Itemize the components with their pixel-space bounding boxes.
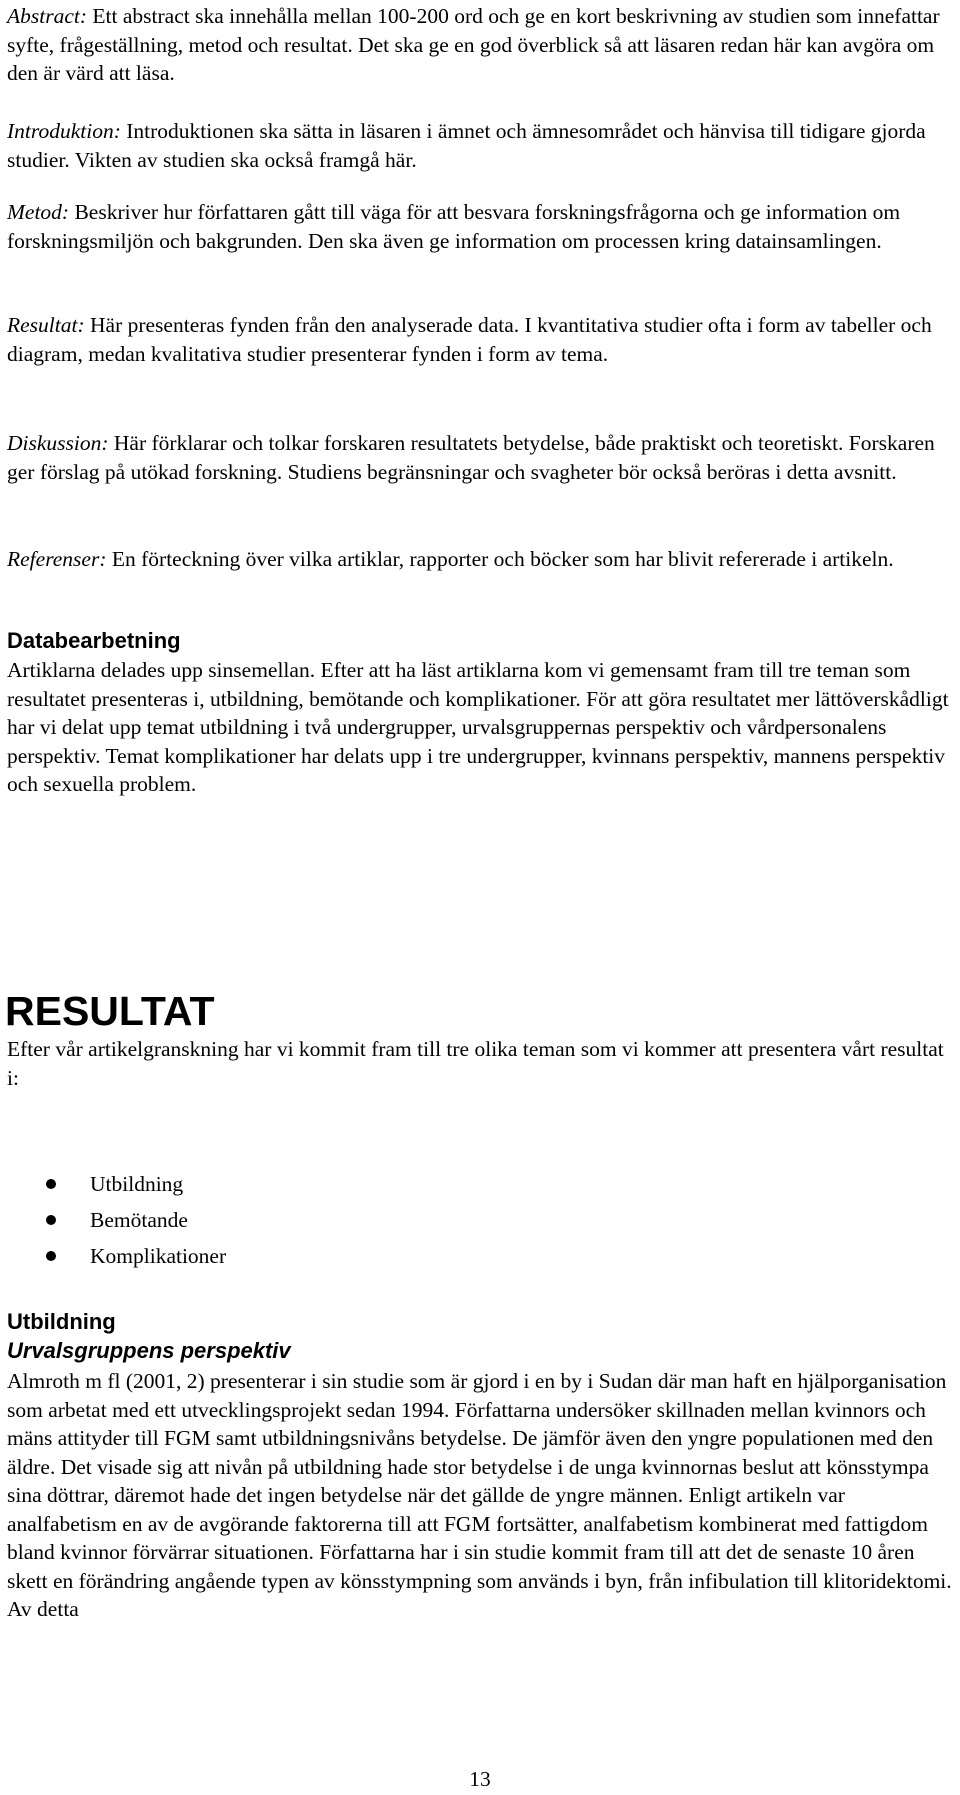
- introduktion-text: Introduktionen ska sätta in läsaren i ämnet och ämnesområdet och hänvisa till tidigare gjorda studier. Vikten av studien ska också framgå här.: [7, 119, 926, 172]
- referenser-label: Referenser:: [7, 547, 107, 571]
- resultat-text: Här presenteras fynden från den analyserade data. I kvantitativa studier ofta i form av tabeller och diagram, medan kvalitativa studier presenterar fynden i form av tema.: [7, 313, 932, 366]
- abstract-text: Ett abstract ska innehålla mellan 100-200 ord och ge en kort beskrivning av studien som innefattar syfte, frågeställning, metod och resultat. Det ska ge en god överblick så att läsaren redan här kan avgöra om den är värd att läsa.: [7, 4, 940, 85]
- abstract-paragraph: [7, 2, 952, 88]
- databearbetning-text: Artiklarna delades upp sinsemellan. Efter att ha läst artiklarna kom vi gemensamt fram till tre teman som resultatet presenteras i, utbildning, bemötande och komplikationer. För att göra resultatet mer lättöverskådligt har vi delat upp temat utbildning i två undergrupper, urvalsgruppernas perspektiv och vårdpersonalens perspektiv. Temat komplikationer har delats upp i tre undergrupper, kvinnans perspektiv, mannens perspektiv och sexuella problem.: [7, 658, 949, 796]
- resultat-label: Resultat:: [7, 313, 85, 337]
- resultat-heading: RESULTAT: [5, 988, 215, 1034]
- diskussion-paragraph: [7, 429, 952, 486]
- resultat-paragraph: [7, 311, 952, 368]
- list-item: [0, 1202, 226, 1238]
- introduktion-label: Introduktion:: [7, 119, 121, 143]
- databearbetning-heading: Databearbetning: [7, 628, 181, 653]
- theme-label: Bemötande: [90, 1208, 188, 1232]
- metod-paragraph: [7, 198, 952, 255]
- themes-list: [0, 1166, 226, 1274]
- urvalsgruppens-subheading: Urvalsgruppens perspektiv: [7, 1338, 291, 1363]
- metod-text: Beskriver hur författaren gått till väga för att besvara forskningsfrågorna och ge information om forskningsmiljön och bakgrunden. Den ska även ge information om processen kring datainsamlingen.: [7, 200, 901, 253]
- metod-label: Metod:: [7, 200, 70, 224]
- bullet-icon: [46, 1251, 56, 1261]
- referenser-text: En förteckning över vilka artiklar, rapporter och böcker som har blivit refererade i artikeln.: [106, 547, 894, 571]
- introduktion-paragraph: [7, 117, 952, 174]
- list-item: [0, 1166, 226, 1202]
- page-number: 13: [469, 1767, 491, 1791]
- bullet-icon: [46, 1179, 56, 1189]
- diskussion-text: Här förklarar och tolkar forskaren resultatets betydelse, både praktiskt och teoretiskt. Forskaren ger förslag på utökad forskning. Studiens begränsningar och svagheter bör också beröras i detta avsnitt.: [7, 431, 935, 484]
- list-item: [0, 1238, 226, 1274]
- referenser-paragraph: [7, 545, 952, 574]
- theme-label: Utbildning: [90, 1172, 184, 1196]
- resultat-intro: Efter vår artikelgranskning har vi kommit fram till tre olika teman som vi kommer att presentera vårt resultat i:: [7, 1037, 944, 1090]
- theme-label: Komplikationer: [90, 1244, 227, 1268]
- utbildning-heading: Utbildning: [7, 1309, 116, 1334]
- abstract-label: Abstract:: [7, 4, 88, 28]
- diskussion-label: Diskussion:: [7, 431, 109, 455]
- utbildning-text: Almroth m fl (2001, 2) presenterar i sin studie som är gjord i en by i Sudan där man haft en hjälporganisation som arbetat med ett utvecklingsprojekt sedan 1994. Författarna undersöker skillnaden mellan kvinnors och mäns attityder till FGM samt utbildningsnivåns betydelse. De jämför även den yngre populationen med den äldre. Det visade sig att nivån på utbildning hade stor betydelse i de unga kvinnornas beslut att könsstympa sina döttrar, däremot hade det ingen betydelse när det gällde de yngre männen. Enligt artikeln var analfabetism en av de avgörande faktorerna till att FGM fortsätter, analfabetism kombinerat med fattigdom bland kvinnor förvärrar situationen. Författarna har i sin studie kommit fram till att det de senaste 10 åren skett en förändring angående typen av könsstympning som används i byn, från infibulation till klitoridektomi. Av detta: [7, 1369, 952, 1621]
- bullet-icon: [46, 1215, 56, 1225]
